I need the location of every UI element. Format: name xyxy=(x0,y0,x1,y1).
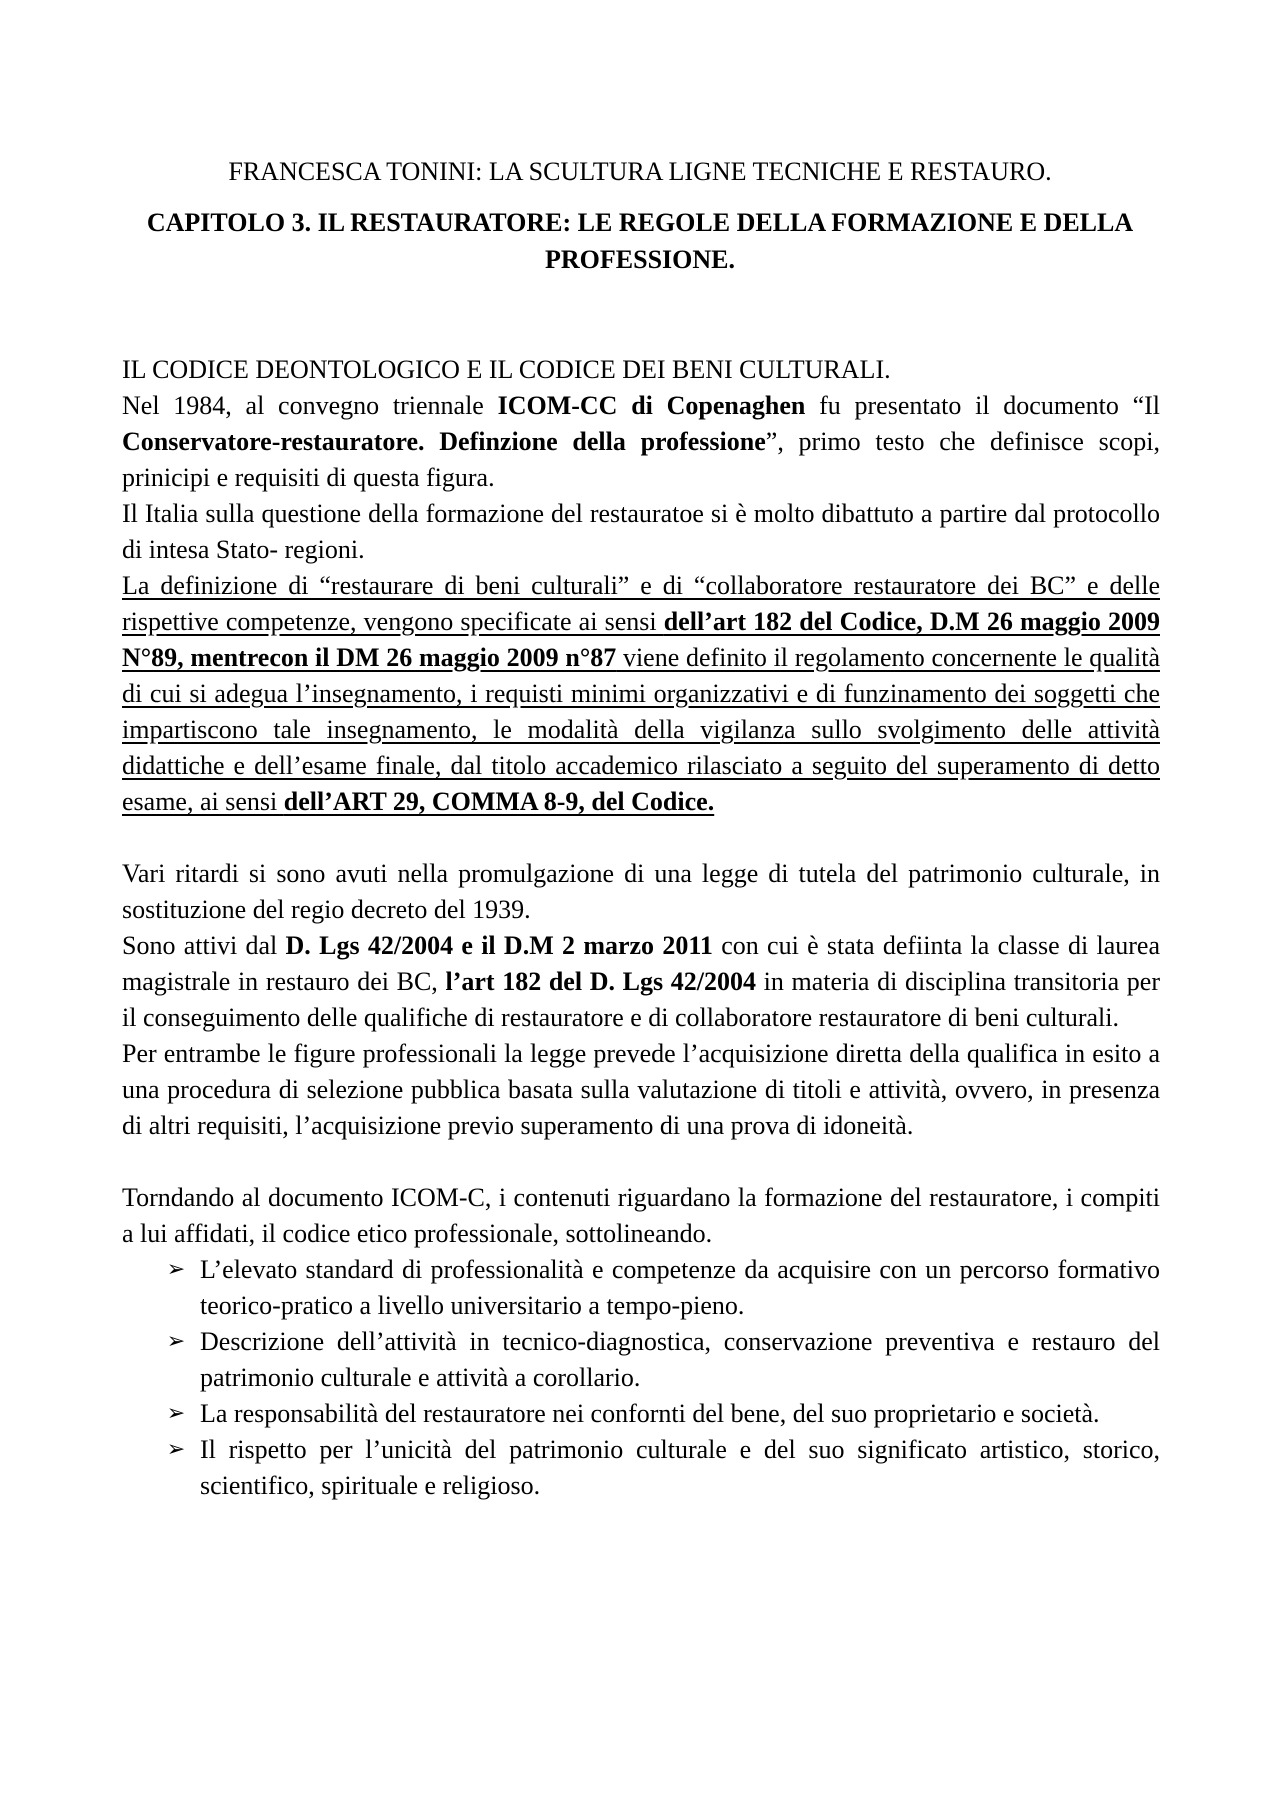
p5-text-3: in materia di disciplina transitoria per il conseguimento delle qualifiche di restauratore e di collaboratore restauratore di beni culturali. xyxy=(122,967,1161,1032)
paragraph-ritardi: Vari ritardi si sono avuti nella promulgazione di una legge di tutela del patrimonio culturale, in sostituzione del regio decreto del 1939. xyxy=(122,859,1160,924)
paragraph-icom-1984 xyxy=(122,388,1160,496)
paragraph-italia: Il Italia sulla questione della formazione del restauratoe si è molto dibattuto a partire dal protocollo di intesa Stato- regioni. xyxy=(122,499,1160,564)
p1-text-1: Nel 1984, al convegno triennale xyxy=(122,391,498,420)
p3-bold-art-182: dell’art 182 del Codice, D.M 26 maggio 2009 N°89, mentrecon il DM 26 maggio 2009 n°87 xyxy=(122,607,1160,672)
arrowhead-bullet-icon: ➢ xyxy=(166,1437,186,1462)
chapter-title: CAPITOLO 3. IL RESTAURATORE: LE REGOLE DELLA FORMAZIONE E DELLA PROFESSIONE. xyxy=(146,208,1134,274)
p1-bold-icom: ICOM-CC di Copenaghen xyxy=(497,391,806,420)
p1-text-3: ”, primo testo che definisce scopi, prinicipi e requisiti di questa figura. xyxy=(122,427,1160,492)
arrowhead-bullet-icon: ➢ xyxy=(166,1401,186,1426)
paragraph-torndando: Torndando al documento ICOM-C, i contenuti riguardano la formazione del restauratore, i compiti a lui affidati, il codice etico professionale, sottolineando. xyxy=(122,1183,1160,1248)
section-heading: IL CODICE DEONTOLOGICO E IL CODICE DEI BENI CULTURALI. xyxy=(122,355,891,384)
list-item xyxy=(122,1252,1160,1324)
list-item-text: Il rispetto per l’unicità del patrimonio culturale e del suo significato artistico, storico, scientifico, spirituale e religioso. xyxy=(200,1435,1160,1500)
paragraph-attivi xyxy=(122,928,1160,1036)
document-body xyxy=(122,352,1160,1504)
arrowhead-bullet-icon: ➢ xyxy=(166,1329,186,1354)
list-item xyxy=(122,1396,1160,1432)
p5-text-2: con cui è stata defiinta la classe di laurea magistrale in restauro dei BC, xyxy=(122,931,1160,996)
bullet-list xyxy=(122,1252,1160,1504)
arrowhead-bullet-icon: ➢ xyxy=(166,1257,186,1282)
p1-text-2: fu presentato il documento “Il xyxy=(805,391,1160,420)
list-item-text: Descrizione dell’attività in tecnico-diagnostica, conservazione preventiva e restauro del patrimonio culturale e attività a corollario. xyxy=(200,1327,1160,1392)
paragraph-definizione xyxy=(122,568,1160,820)
p3-text-2: viene definito il regolamento concernente le qualità di cui si adegua l’insegnamento, i requisti minimi organizzativi e di funzinamento dei soggetti che impartiscono tale insegnamento, le modalità della vigilanza sullo svolgimento delle attività didattiche e dell’esame finale, dal titolo accademico rilasciato a seguito del superamento di detto esame, ai sensi xyxy=(122,643,1160,816)
paragraph-figure-professionali: Per entrambe le figure professionali la legge prevede l’acquisizione diretta della qualifica in esito a una procedura di selezione pubblica basata sulla valutazione di titoli e attività, ovvero, in presenza di altri requisiti, l’acquisizione previo superamento di una prova di idoneità. xyxy=(122,1039,1160,1140)
paragraph-spacer xyxy=(122,1144,1160,1180)
p3-text-1: La definizione di “restaurare di beni culturali” e di “collaboratore restauratore dei BC” e delle rispettive competenze, vengono specificate ai sensi xyxy=(122,571,1160,636)
p5-bold-dlgs: D. Lgs 42/2004 e il D.M 2 marzo 2011 xyxy=(285,931,713,960)
list-item xyxy=(122,1324,1160,1396)
p5-bold-art-182: l’art 182 del D. Lgs 42/2004 xyxy=(445,967,756,996)
p1-bold-document: Conservatore-restauratore. Definzione della professione xyxy=(122,427,766,456)
list-item-text: L’elevato standard di professionalità e competenze da acquisire con un percorso formativo teorico-pratico a livello universitario a tempo-pieno. xyxy=(200,1255,1160,1320)
paragraph-spacer xyxy=(122,820,1160,856)
list-item xyxy=(122,1432,1160,1504)
document-title: FRANCESCA TONINI: LA SCULTURA LIGNE TECNICHE E RESTAURO. xyxy=(228,157,1052,186)
p3-bold-art-29: dell’ART 29, COMMA 8-9, del Codice. xyxy=(283,787,715,816)
p5-text-1: Sono attivi dal xyxy=(122,931,286,960)
list-item-text: La responsabilità del restauratore nei confornti del bene, del suo proprietario e società. xyxy=(200,1399,1100,1428)
